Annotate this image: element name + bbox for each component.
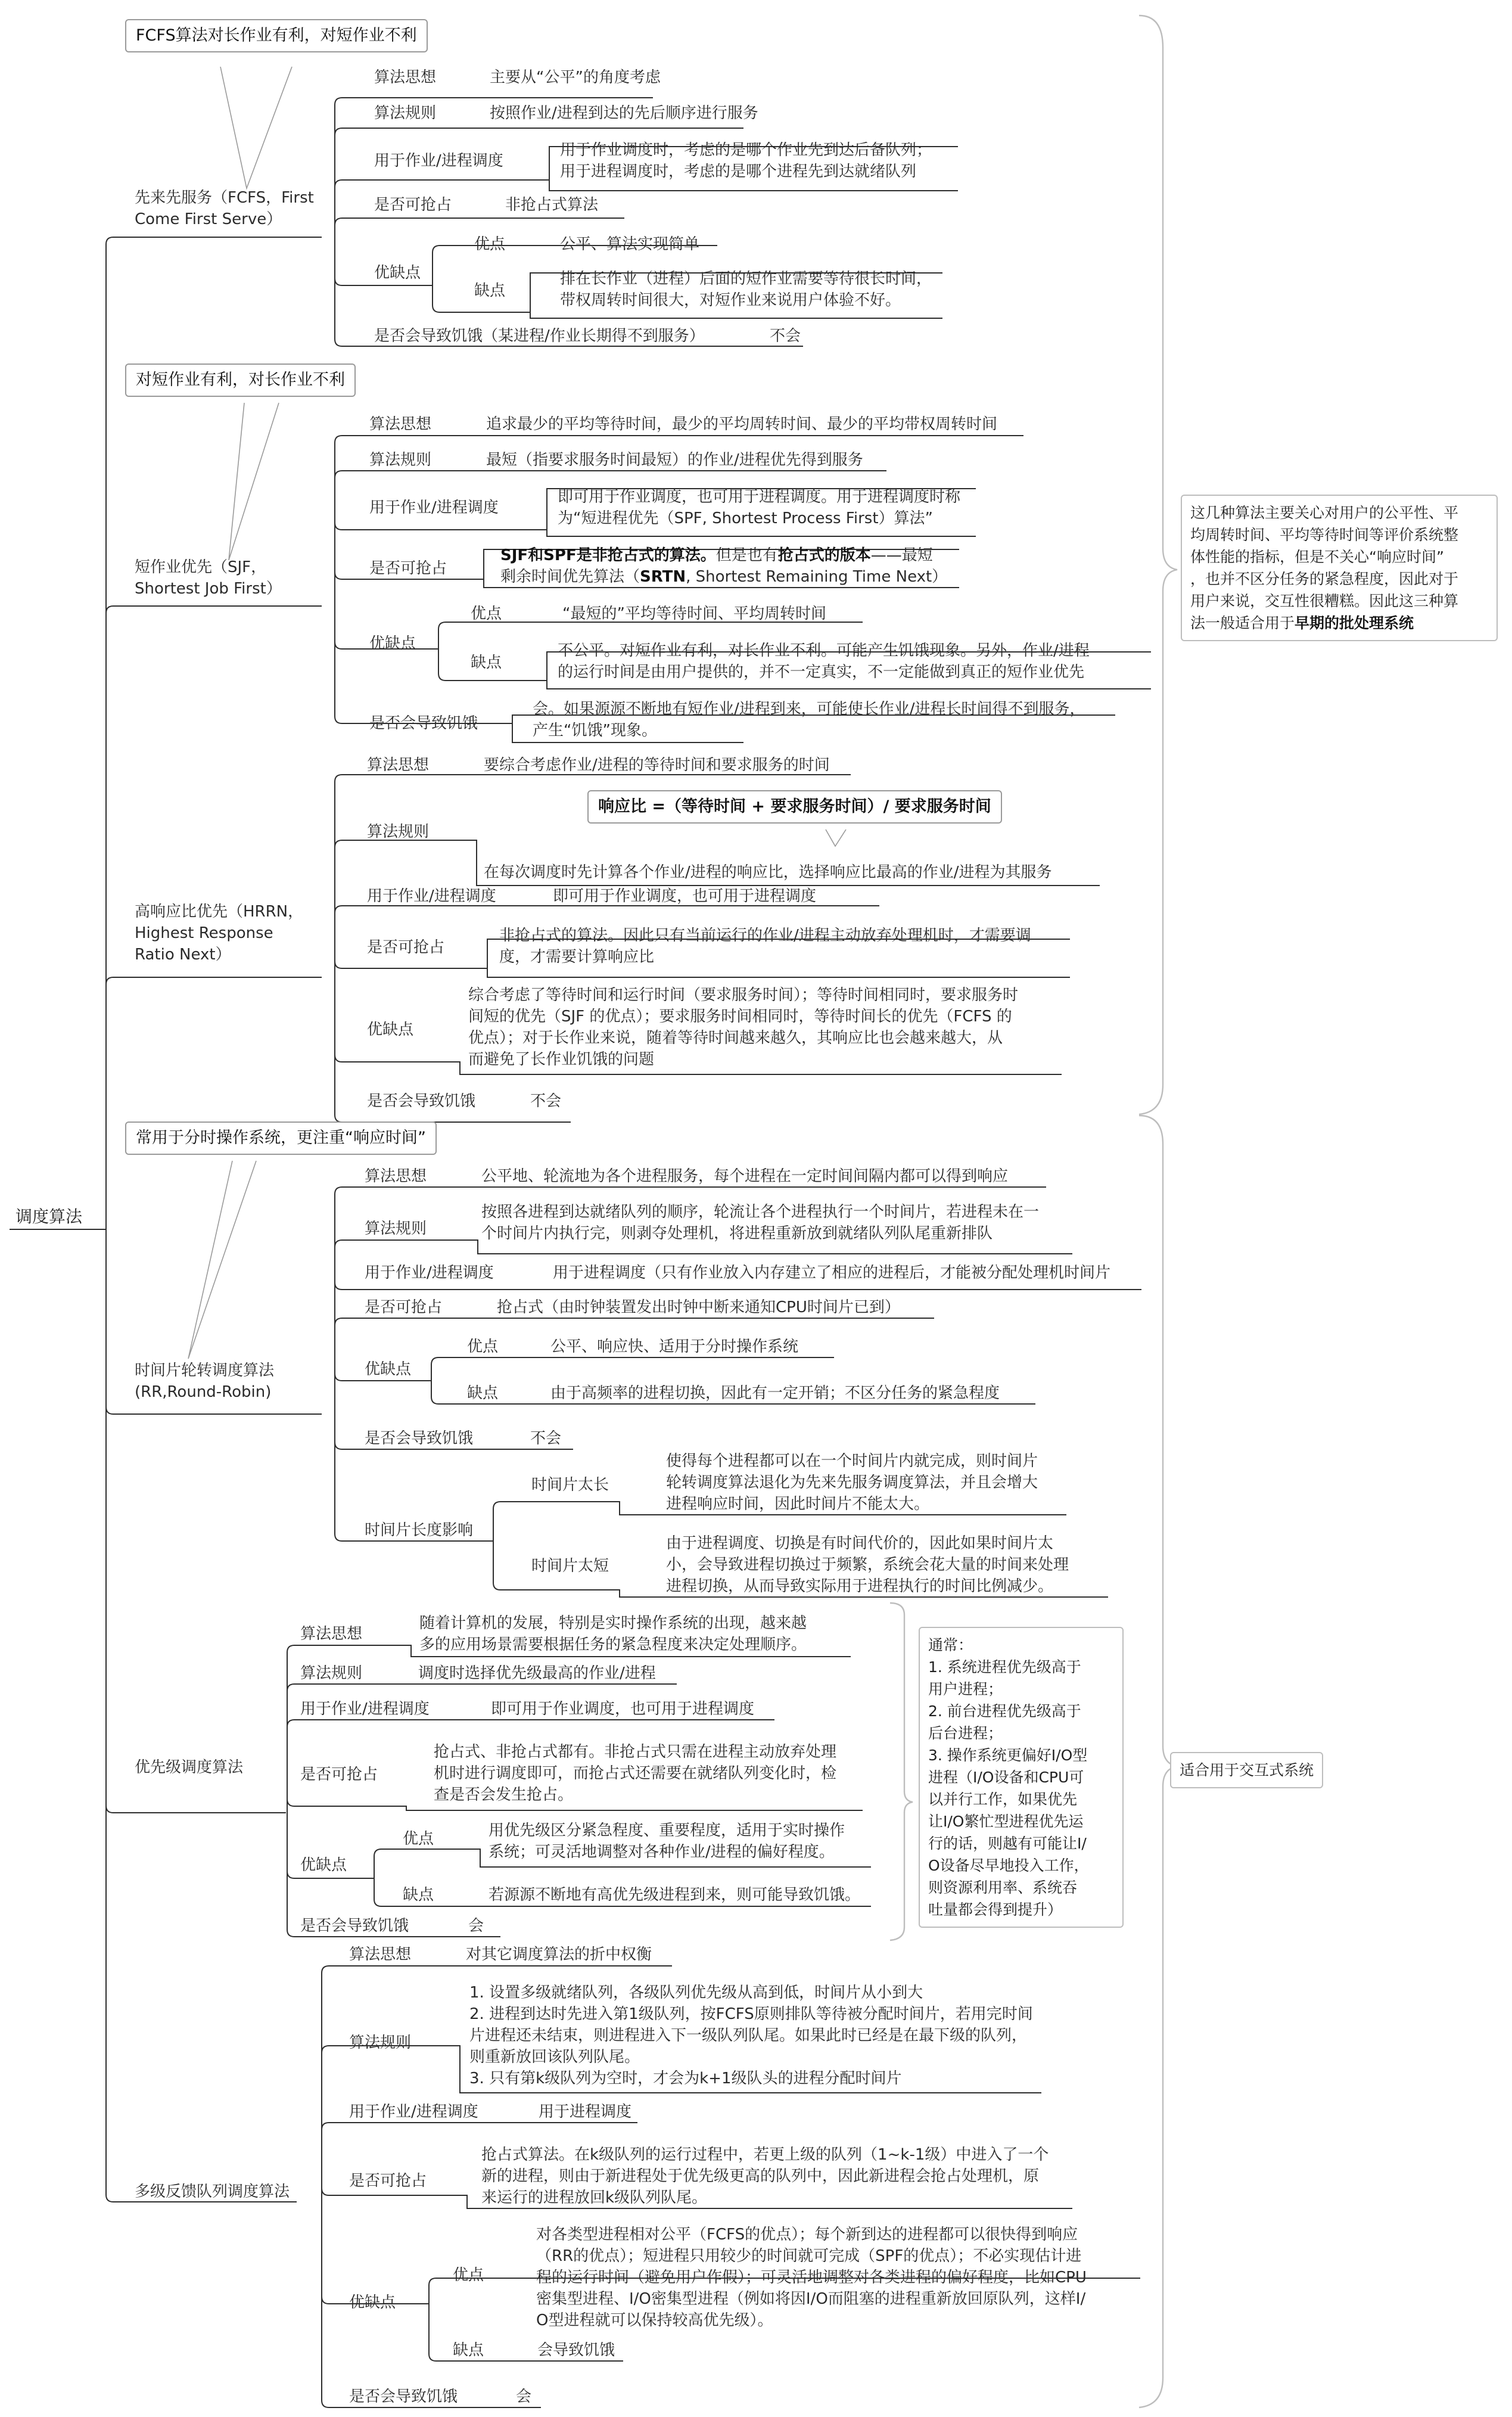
prio-use-value: 即可用于作业调度，也可用于进程调度	[491, 1700, 755, 1718]
mlfq-idea-value: 对其它调度算法的折中权衡	[466, 1946, 652, 1964]
priority-note-line: 则资源利用率、系统吞	[928, 1879, 1078, 1896]
prio-starve-key: 是否会导致饥饿	[300, 1917, 409, 1935]
mlfq-con-value: 会导致饥饿	[537, 2341, 615, 2359]
rr-too-short-value-3: 进程切换，从而导致实际用于进程执行的时间比例减少。	[666, 1577, 1054, 1595]
priority-note-line: 进程（I/O设备和CPU可	[928, 1769, 1084, 1786]
fcfs-use-key: 用于作业/进程调度	[374, 152, 503, 170]
mlfq-pro-value-5: O型进程就可以保持较高优先级）。	[536, 2312, 773, 2329]
sjf-preempt-text-1: 但是也有	[715, 546, 778, 564]
rr-rule-value-2: 个时间片内执行完，则剥夺处理机，将进程重新放到就绪队列队尾重新排队	[481, 1225, 993, 1242]
rr-rule-value: 按照各进程到达就绪队列的顺序，轮流让各个进程执行一个时间片，若进程未在一	[481, 1203, 1040, 1221]
mlfq-pro-value-2: （RR的优点）；短进程只用较少的时间就可完成（SPF的优点）；不必实现估计进	[536, 2247, 1082, 2265]
mlfq-preempt-value-2: 新的进程，则由于新进程处于优先级更高的队列中，因此新进程会抢占处理机，原	[481, 2167, 1040, 2185]
hrrn-use-value: 即可用于作业调度，也可用于进程调度	[553, 887, 817, 905]
sjf-idea-key: 算法思想	[369, 415, 432, 433]
mlfq-rule-key: 算法规则	[349, 2034, 412, 2052]
fcfs-callout: FCFS算法对长作业有利，对短作业不利	[125, 19, 428, 52]
prio-pro-value: 用优先级区分紧急程度、重要程度，适用于实时操作	[489, 1822, 845, 1840]
batch-note-line: ，也并不区分任务的紧急程度，因此对于	[1190, 570, 1459, 588]
sjf-preempt-bold-1: SJF和SPF是非抢占式的算法。	[500, 546, 716, 564]
fcfs-starve-key: 是否会导致饥饿（某进程/作业长期得不到服务）	[374, 327, 705, 345]
fcfs-name: 先来先服务（FCFS，First	[135, 189, 314, 207]
sjf-use-key: 用于作业/进程调度	[369, 499, 499, 517]
mlfq-preempt-value-3: 来运行的进程放回k级队列队尾。	[481, 2189, 708, 2207]
sjf-callout: 对短作业有利，对长作业不利	[125, 364, 356, 397]
rr-use-value: 用于进程调度（只有作业放入内存建立了相应的进程后，才能被分配处理机时间片	[553, 1264, 1111, 1282]
priority-note-line: 后台进程；	[928, 1725, 1003, 1742]
prio-pro-value-2: 系统；可灵活地调整对各种作业/进程的偏好程度。	[489, 1843, 835, 1861]
fcfs-rule-value: 按照作业/进程到达的先后顺序进行服务	[490, 104, 758, 122]
fcfs-idea-key: 算法思想	[374, 69, 437, 86]
fcfs-use-value: 用于作业调度时，考虑的是哪个作业先到达后备队列；	[560, 141, 932, 159]
priority-note	[919, 1627, 1124, 1928]
hrrn-rule-value: 在每次调度时先计算各个作业/进程的响应比，选择响应比最高的作业/进程为其服务	[484, 863, 1052, 881]
priority-note-line: 行的话，则越有可能让I/	[928, 1835, 1087, 1852]
priority-note-line: 吐量都会得到提升）	[928, 1901, 1063, 1918]
prio-pro-key: 优点	[403, 1830, 434, 1848]
sjf-preempt-bold-2: 抢占式的版本	[777, 546, 871, 564]
prio-preempt-key: 是否可抢占	[300, 1766, 378, 1784]
prio-con-key: 缺点	[403, 1886, 434, 1904]
fcfs-con-value-2: 带权周转时间很大，对短作业来说用户体验不好。	[560, 291, 901, 309]
batch-note-line: 用户来说，交互性很糟糕。因此这三种算	[1190, 592, 1459, 610]
fcfs-preempt-key: 是否可抢占	[374, 196, 452, 214]
sjf-starve-value-2: 产生“饥饿”现象。	[533, 722, 657, 740]
rr-too-long-value: 使得每个进程都可以在一个时间片内就完成，则时间片	[666, 1452, 1038, 1470]
sjf-use-value-2: 为“短进程优先（SPF, Shortest Process First）算法”	[558, 510, 933, 527]
rr-pc-key: 优缺点	[365, 1360, 412, 1378]
mlfq-rule-value-2: 2. 进程到达时先进入第1级队列，按FCFS原则排队等待被分配时间片，若用完时间	[469, 2005, 1033, 2023]
hrrn-pc-value-2: 间短的优先（SJF 的优点）；要求服务时间相同时，等待时间长的优先（FCFS 的	[468, 1008, 1012, 1026]
sjf-con-value-2: 的运行时间是由用户提供的，并不一定真实，不一定能做到真正的短作业优先	[558, 663, 1085, 681]
rr-starve-value: 不会	[530, 1430, 562, 1447]
hrrn-name: 高响应比优先（HRRN，	[135, 903, 304, 921]
rr-rule-key: 算法规则	[365, 1220, 427, 1238]
mlfq-pro-value-4: 密集型进程、I/O密集型进程（例如将因I/O而阻塞的进程重新放回原队列，这样I/	[536, 2290, 1086, 2308]
hrrn-formula: 响应比 =（等待时间 + 要求服务时间）/ 要求服务时间	[587, 790, 1002, 824]
fcfs-preempt-value: 非抢占式算法	[505, 196, 599, 214]
hrrn-pc-value: 综合考虑了等待时间和运行时间（要求服务时间）；等待时间相同时，要求服务时	[468, 986, 1019, 1004]
sjf-starve-value: 会。如果源源不断地有短作业/进程到来，可能使长作业/进程长时间得不到服务，	[533, 700, 1085, 718]
prio-idea-value-2: 多的应用场景需要根据任务的紧急程度来决定处理顺序。	[419, 1636, 807, 1654]
sjf-name: 短作业优先（SJF，	[135, 558, 267, 576]
rr-name-2: (RR,Round-Robin)	[135, 1383, 272, 1401]
mlfq-use-value: 用于进程调度	[539, 2103, 632, 2121]
fcfs-use-value-2: 用于进程调度时，考虑的是哪个进程先到达就绪队列	[560, 163, 917, 181]
sjf-preempt-text-4: , Shortest Remaining Time Next）	[686, 568, 948, 586]
batch-note-line: 体性能的指标，但是不关心“响应时间”	[1190, 548, 1444, 566]
sjf-starve-key: 是否会导致饥饿	[369, 714, 478, 732]
hrrn-idea-key: 算法思想	[367, 756, 430, 774]
priority-note-line: 1. 系统进程优先级高于	[928, 1658, 1081, 1676]
hrrn-pc-value-4: 而避免了长作业饥饿的问题	[468, 1051, 655, 1068]
batch-system-note	[1181, 495, 1498, 641]
hrrn-preempt-key: 是否可抢占	[367, 939, 445, 956]
rr-idea-value: 公平地、轮流地为各个进程服务，每个进程在一定时间间隔内都可以得到响应	[481, 1167, 1009, 1185]
mlfq-preempt-value: 抢占式算法。在k级队列的运行过程中，若更上级的队列（1~k-1级）中进入了一个	[481, 2146, 1049, 2164]
prio-preempt-value: 抢占式、非抢占式都有。非抢占式只需在进程主动放弃处理	[434, 1743, 837, 1761]
rr-idea-key: 算法思想	[365, 1167, 427, 1185]
rr-too-short-value: 由于进程调度、切换是有时间代价的，因此如果时间片太	[666, 1534, 1054, 1552]
hrrn-preempt-value-2: 度，才需要计算响应比	[499, 948, 655, 966]
batch-note-text: 法一般适合用于	[1190, 614, 1295, 632]
rr-too-short-value-2: 小，会导致进程切换过于频繁，系统会花大量的时间来处理	[666, 1556, 1069, 1574]
prio-con-value: 若源源不断地有高优先级进程到来，则可能导致饥饿。	[489, 1886, 861, 1904]
rr-preempt-key: 是否可抢占	[365, 1298, 443, 1316]
fcfs-pc-key: 优缺点	[374, 264, 421, 282]
rr-length-key: 时间片长度影响	[365, 1521, 474, 1539]
sjf-pro-value: “最短的”平均等待时间、平均周转时间	[562, 605, 826, 623]
prio-preempt-value-2: 机时进行调度即可，而抢占式还需要在就绪队列变化时，检	[434, 1764, 837, 1782]
rr-too-long-key: 时间片太长	[531, 1476, 609, 1494]
mlfq-name: 多级反馈队列调度算法	[135, 2183, 290, 2201]
hrrn-preempt-value: 非抢占式的算法。因此只有当前运行的作业/进程主动放弃处理机时，才需要调	[499, 927, 1031, 945]
fcfs-name-2: Come First Serve）	[135, 210, 282, 228]
priority-note-line: O设备尽早地投入工作，	[928, 1857, 1089, 1874]
root-node: 调度算法	[15, 1207, 83, 1226]
fcfs-pro-key: 优点	[474, 235, 506, 253]
fcfs-con-value: 排在长作业（进程）后面的短作业需要等待很长时间，	[560, 270, 932, 288]
prio-pc-key: 优缺点	[300, 1856, 347, 1874]
priority-note-line: 用户进程；	[928, 1680, 1003, 1698]
mlfq-starve-key: 是否会导致饥饿	[349, 2388, 458, 2406]
hrrn-rule-key: 算法规则	[367, 823, 430, 841]
fcfs-starve-value: 不会	[770, 327, 801, 345]
sjf-con-value: 不公平。对短作业有利，对长作业不利。可能产生饥饿现象。另外，作业/进程	[558, 642, 1090, 660]
rr-too-short-key: 时间片太短	[531, 1557, 609, 1575]
sjf-use-value: 即可用于作业调度，也可用于进程调度。用于进程调度时称	[558, 488, 961, 506]
priority-note-line: 通常：	[928, 1636, 973, 1654]
sjf-preempt-value-2	[500, 566, 947, 588]
rr-pro-value: 公平、响应快、适用于分时操作系统	[550, 1338, 799, 1356]
hrrn-pc-key: 优缺点	[367, 1021, 414, 1039]
mlfq-pro-value-3: 程的运行时间（避免用户作假）；可灵活地调整对各类进程的偏好程度，比如CPU	[536, 2269, 1087, 2286]
prio-use-key: 用于作业/进程调度	[300, 1700, 430, 1718]
hrrn-use-key: 用于作业/进程调度	[367, 887, 496, 905]
sjf-rule-key: 算法规则	[369, 451, 432, 469]
hrrn-idea-value: 要综合考虑作业/进程的等待时间和要求服务的时间	[484, 756, 830, 774]
fcfs-rule-key: 算法规则	[374, 104, 437, 122]
mlfq-idea-key: 算法思想	[349, 1946, 412, 1964]
batch-note-bold: 早期的批处理系统	[1295, 614, 1414, 632]
prio-name: 优先级调度算法	[135, 1759, 244, 1776]
prio-idea-value: 随着计算机的发展，特别是实时操作系统的出现，越来越	[419, 1614, 807, 1632]
prio-idea-key: 算法思想	[300, 1625, 363, 1643]
rr-name: 时间片轮转调度算法	[135, 1362, 275, 1380]
fcfs-con-key: 缺点	[474, 282, 506, 300]
sjf-preempt-text-2: ——最短	[870, 546, 933, 564]
mlfq-rule-value-3: 片进程还未结束，则进程进入下一级队列队尾。如果此时已经是在最下级的队列，	[469, 2027, 1028, 2045]
sjf-preempt-value	[500, 545, 933, 566]
sjf-preempt-key: 是否可抢占	[369, 560, 447, 577]
priority-note-line: 让I/O繁忙型进程优先运	[928, 1813, 1084, 1830]
priority-note-line: 3. 操作系统更偏好I/O型	[928, 1747, 1088, 1764]
rr-too-long-value-2: 轮转调度算法退化为先来先服务调度算法，并且会增大	[666, 1474, 1038, 1492]
mlfq-pro-key: 优点	[453, 2266, 484, 2284]
rr-too-long-value-3: 进程响应时间，因此时间片不能太大。	[666, 1495, 930, 1513]
mlfq-rule-value: 1. 设置多级就绪队列，各级队列优先级从高到低，时间片从小到大	[469, 1984, 923, 2002]
hrrn-name-3: Ratio Next）	[135, 946, 231, 964]
mlfq-starve-value: 会	[516, 2388, 532, 2406]
mlfq-rule-value-5: 3. 只有第k级队列为空时，才会为k+1级队头的进程分配时间片	[469, 2070, 902, 2087]
sjf-con-key: 缺点	[471, 654, 502, 672]
rr-con-value: 由于高频率的进程切换，因此有一定开销；不区分任务的紧急程度	[550, 1384, 1000, 1402]
sjf-preempt-text-3: 剩余时间优先算法（	[500, 568, 640, 586]
sjf-rule-value: 最短（指要求服务时间最短）的作业/进程优先得到服务	[486, 451, 863, 469]
prio-starve-value: 会	[468, 1917, 484, 1935]
fcfs-pro-value: 公平、算法实现简单	[560, 235, 700, 253]
rr-callout: 常用于分时操作系统，更注重“响应时间”	[125, 1121, 437, 1155]
prio-rule-key: 算法规则	[300, 1664, 363, 1682]
mlfq-pro-value: 对各类型进程相对公平（FCFS的优点）；每个新到达的进程都可以很快得到响应	[536, 2226, 1078, 2244]
rr-preempt-value: 抢占式（由时钟装置发出时钟中断来通知CPU时间片已到）	[497, 1298, 900, 1316]
hrrn-pc-value-3: 优点）；对于长作业来说，随着等待时间越来越久，其响应比也会越来越大，从	[468, 1029, 1003, 1047]
prio-rule-value: 调度时选择优先级最高的作业/进程	[418, 1664, 656, 1682]
sjf-idea-value: 追求最少的平均等待时间，最少的平均周转时间、最少的平均带权周转时间	[486, 415, 998, 433]
hrrn-starve-key: 是否会导致饥饿	[367, 1092, 476, 1110]
rr-con-key: 缺点	[467, 1384, 499, 1402]
sjf-pro-key: 优点	[471, 605, 502, 623]
batch-note-line	[1190, 612, 1488, 634]
mlfq-use-key: 用于作业/进程调度	[349, 2103, 478, 2121]
batch-note-line: 这几种算法主要关心对用户的公平性、平	[1190, 504, 1459, 521]
hrrn-name-2: Highest Response	[135, 924, 273, 942]
rr-use-key: 用于作业/进程调度	[365, 1264, 494, 1282]
rr-pro-key: 优点	[467, 1338, 499, 1356]
sjf-preempt-bold-3: SRTN	[640, 568, 686, 586]
batch-note-line: 均周转时间、平均等待时间等评价系统整	[1190, 526, 1459, 543]
interactive-system-note: 适合用于交互式系统	[1170, 1752, 1323, 1788]
priority-note-line: 以并行工作，如果优先	[928, 1791, 1078, 1808]
rr-starve-key: 是否会导致饥饿	[365, 1430, 474, 1447]
priority-note-line: 2. 前台进程优先级高于	[928, 1703, 1081, 1720]
mlfq-rule-value-4: 则重新放回该队列队尾。	[469, 2048, 640, 2066]
sjf-pc-key: 优缺点	[369, 635, 416, 653]
hrrn-starve-value: 不会	[530, 1092, 562, 1110]
prio-preempt-value-3: 查是否会发生抢占。	[434, 1786, 574, 1804]
fcfs-idea-value: 主要从“公平”的角度考虑	[490, 69, 661, 86]
sjf-name-2: Shortest Job First）	[135, 580, 282, 598]
mlfq-con-key: 缺点	[453, 2341, 484, 2359]
mlfq-preempt-key: 是否可抢占	[349, 2172, 427, 2190]
mlfq-pc-key: 优缺点	[349, 2294, 396, 2312]
